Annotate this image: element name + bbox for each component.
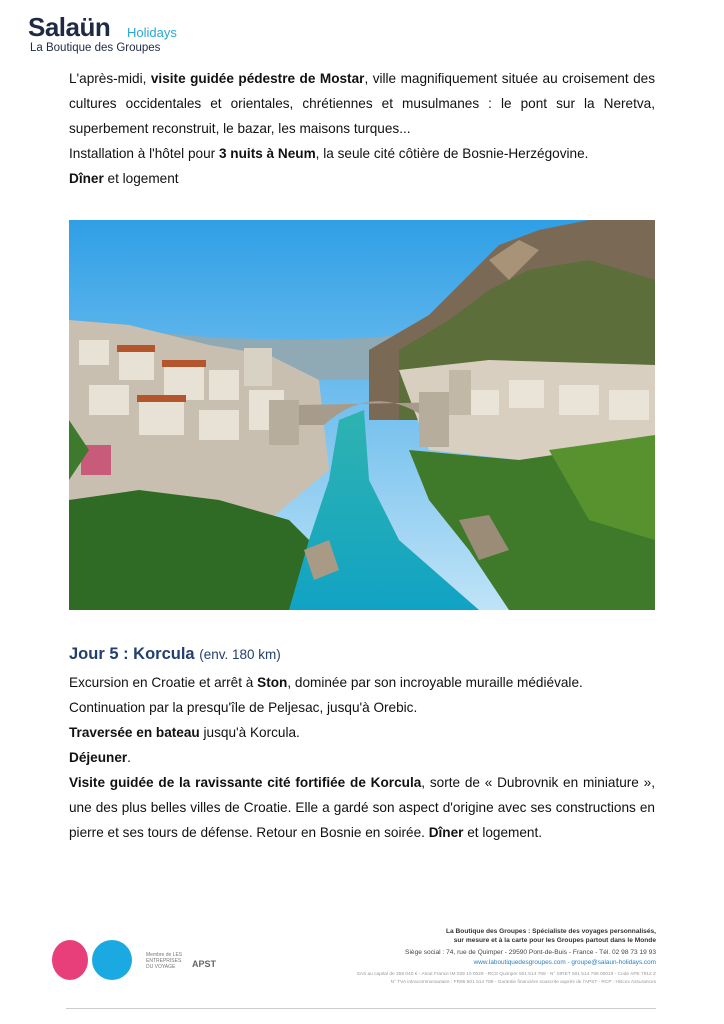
mostar-bridge-photo (69, 220, 655, 610)
day-5-section (69, 670, 655, 845)
footer-legal-2: N° TVA intracommunautaire : FR85 501 514 789 - Garantie financière souscrite auprès de l'APST - RCP : Hiscox Assurances (390, 980, 656, 985)
footer-legal-1: SAS au capital de 359 040 € - Atout France IM 029 10 0029 - RCS Quimper 501 514 789 - N° SIRET 501 514 789 00019 - Code APE 7912 Z (356, 972, 656, 977)
footer-divider (66, 1008, 656, 1009)
peljesac-line: Continuation par la presqu'île de Peljesac, jusqu'à Orebic. (69, 700, 418, 715)
mostar-visit-paragraph: L'après-midi, visite guidée pédestre de Mostar, ville magnifiquement située au croisement des cultures occidentales et orientales, chrétiennes et musulmanes : le pont sur la Neretva, superbement reconstruit, le bazar, les maisons turques... (69, 71, 655, 136)
pink-circle-logo (52, 940, 88, 980)
dinner-line: Dîner et logement (69, 171, 179, 186)
page-footer (66, 928, 656, 1008)
boat-line: Traversée en bateau jusqu'à Korcula. (69, 725, 300, 740)
apst-logo: APST (192, 959, 217, 969)
company-logo (28, 12, 228, 62)
logo-brand: Salaün (28, 12, 111, 42)
day-5-distance: (env. 180 km) (199, 647, 281, 662)
korcula-visit-paragraph: Visite guidée de la ravissante cité fortifiée de Korcula, sorte de « Dubrovnik en miniature », une des plus belles villes de Croatie. Elle a gardé son aspect d'origine avec ses constructions en pierre et ses tours de défense. Retour en Bosnie en soirée. Dîner et logement. (69, 775, 655, 840)
day-5-heading (69, 645, 281, 664)
footer-line-2: sur mesure et à la carte pour les Groupes partout dans le Monde (453, 937, 656, 944)
ston-line: Excursion en Croatie et arrêt à Ston, dominée par son incroyable muraille médiévale. (69, 675, 583, 690)
day-5-title: Jour 5 : Korcula (69, 645, 195, 663)
cyan-circle-logo (92, 940, 132, 980)
mostar-section (69, 66, 655, 191)
logo-holidays: Holidays (127, 25, 177, 40)
footer-web[interactable]: www.laboutiquedesgroupes.com - groupe@salaun-holidays.com (473, 959, 656, 966)
neum-installation-line: Installation à l'hôtel pour 3 nuits à Neum, la seule cité côtière de Bosnie-Herzégovine. (69, 146, 589, 161)
lunch-line: Déjeuner. (69, 750, 131, 765)
footer-address: Siège social : 74, rue de Quimper - 29590 Pont-de-Buis - France - Tél. 02 98 73 19 93 (405, 949, 656, 956)
footer-line-1: La Boutique des Groupes : Spécialiste des voyages personnalisés, (446, 928, 656, 935)
member-badge: Membre de LES ENTREPRISES DU VOYAGE (146, 952, 183, 970)
logo-tagline: La Boutique des Groupes (30, 42, 161, 54)
